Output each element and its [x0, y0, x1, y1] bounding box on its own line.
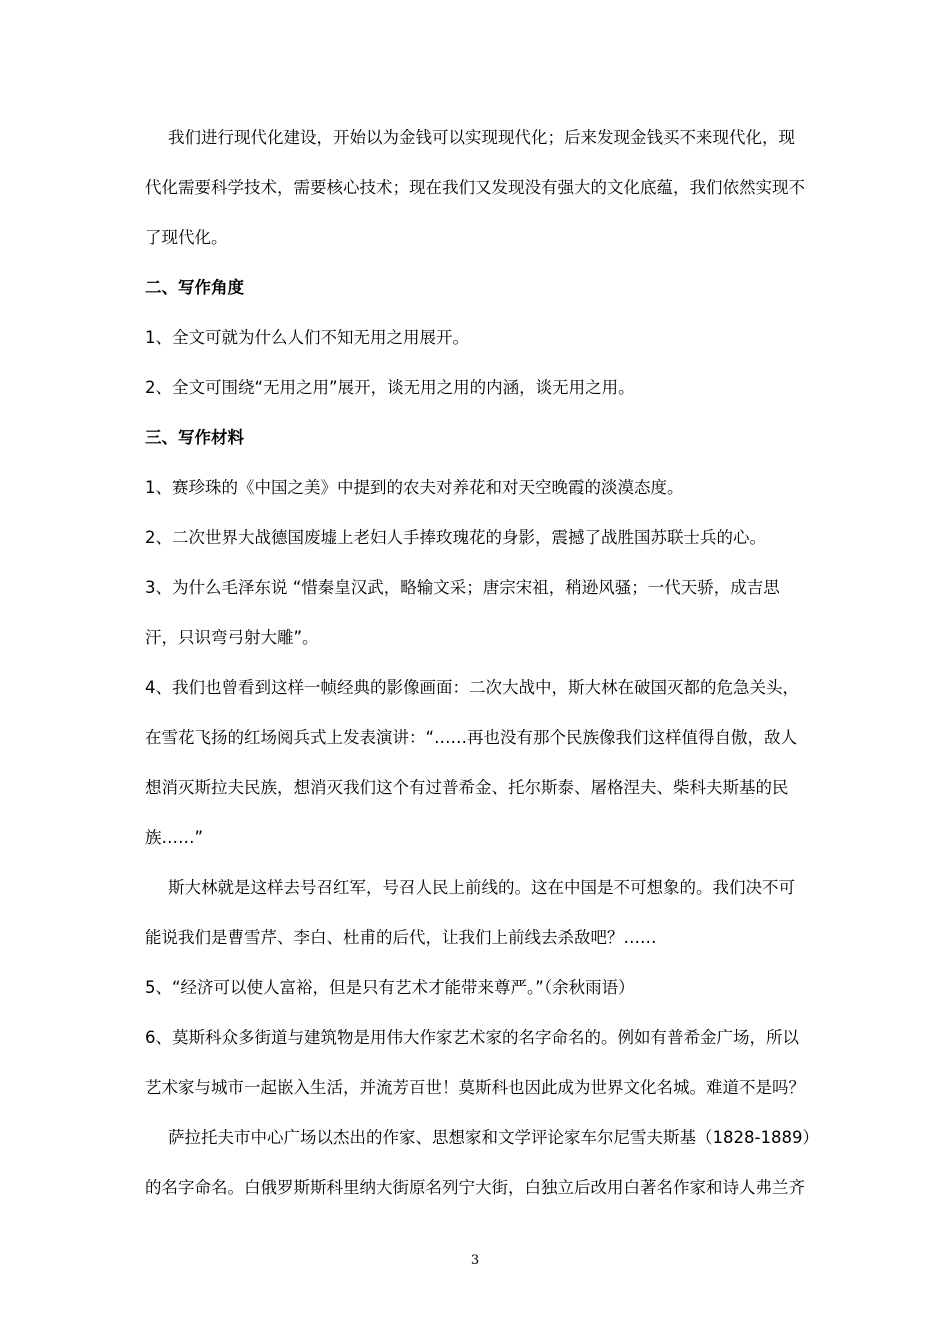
paragraph-line: 斯大林就是这样去号召红军，号召人民上前线的。这在中国是不可想象的。我们决不可 [168, 878, 795, 897]
list-item-line: 想消灭斯拉夫民族，想消灭我们这个有过普希金、托尔斯泰、屠格涅夫、柴科夫斯基的民 [145, 778, 789, 797]
list-item-line: 4、我们也曾看到这样一帧经典的影像画面：二次大战中，斯大林在破国灭都的危急关头， [145, 678, 799, 697]
section-heading: 三、写作材料 [145, 428, 244, 447]
list-item-line: 族……” [145, 828, 204, 847]
page-number: 3 [470, 1253, 480, 1268]
paragraph-line: 萨拉托夫市中心广场以杰出的作家、思想家和文学评论家车尔尼雪夫斯基（1828-1889） [168, 1128, 819, 1147]
list-item-line: 艺术家与城市一起嵌入生活，并流芳百世！莫斯科也因此成为世界文化名城。难道不是吗？ [145, 1078, 805, 1097]
list-item-line: 2、二次世界大战德国废墟上老妇人手捧玫瑰花的身影，震撼了战胜国苏联士兵的心。 [145, 528, 766, 547]
list-item-line: 1、赛珍珠的《中国之美》中提到的农夫对养花和对天空晚霞的淡漠态度。 [145, 478, 684, 497]
list-item-line: 6、莫斯科众多街道与建筑物是用伟大作家艺术家的名字命名的。例如有普希金广场，所以 [145, 1028, 799, 1047]
list-item-line: 1、全文可就为什么人们不知无用之用展开。 [145, 328, 469, 347]
section-heading: 二、写作角度 [145, 278, 244, 297]
list-item-line: 3、为什么毛泽东说 “惜秦皇汉武，略输文采；唐宗宋祖，稍逊风骚；一代天骄，成吉思 [145, 578, 780, 597]
paragraph-line: 的名字命名。白俄罗斯斯科里纳大街原名列宁大街，白独立后改用白著名作家和诗人弗兰齐 [145, 1178, 805, 1197]
list-item-line: 5、“经济可以使人富裕，但是只有艺术才能带来尊严。”（余秋雨语） [145, 978, 635, 997]
list-item-line: 在雪花飞扬的红场阅兵式上发表演讲：“……再也没有那个民族像我们这样值得自傲，敌人 [145, 728, 798, 747]
list-item-line: 2、全文可围绕“无用之用”展开，谈无用之用的内涵，谈无用之用。 [145, 378, 635, 397]
paragraph-line: 我们进行现代化建设，开始以为金钱可以实现现代化；后来发现金钱买不来现代化，现 [168, 128, 795, 147]
paragraph-line: 了现代化。 [145, 228, 228, 247]
list-item-line: 汗，只识弯弓射大雕”。 [145, 628, 319, 647]
paragraph-line: 能说我们是曹雪芹、李白、杜甫的后代，让我们上前线去杀敌吧？…… [145, 928, 657, 947]
paragraph-line: 代化需要科学技术，需要核心技术；现在我们又发现没有强大的文化底蕴，我们依然实现不 [145, 178, 805, 197]
